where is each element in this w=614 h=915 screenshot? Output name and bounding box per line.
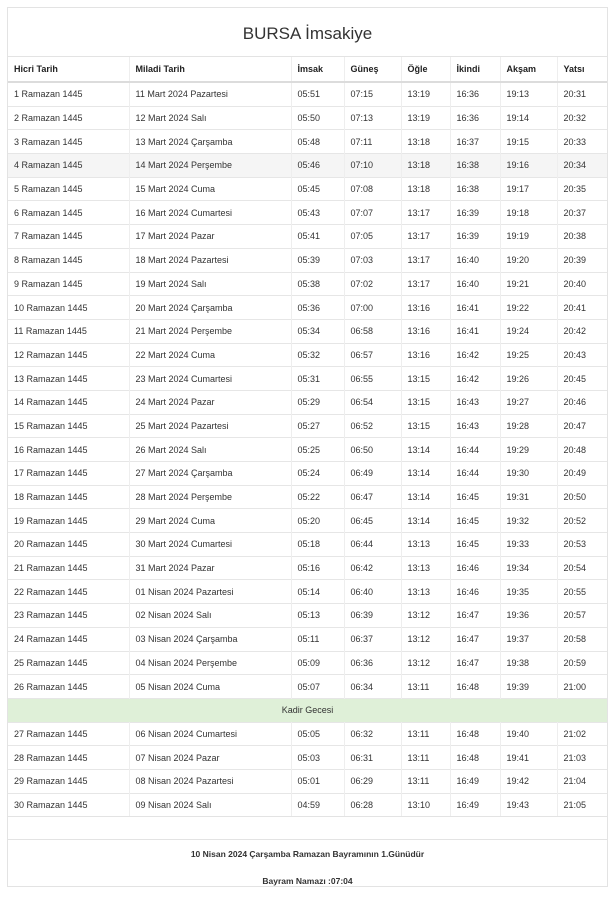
yatsi-cell: 20:31 xyxy=(557,82,607,106)
ogle-cell: 13:10 xyxy=(401,793,450,816)
ikindi-cell: 16:43 xyxy=(450,390,500,414)
aksam-cell: 19:35 xyxy=(500,580,557,604)
hicri-cell: 23 Ramazan 1445 xyxy=(8,604,129,628)
ikindi-cell: 16:41 xyxy=(450,319,500,343)
gunes-cell: 06:45 xyxy=(344,509,401,533)
aksam-cell: 19:39 xyxy=(500,675,557,699)
miladi-cell: 16 Mart 2024 Cumartesi xyxy=(129,201,291,225)
yatsi-cell: 20:34 xyxy=(557,154,607,178)
hicri-cell: 21 Ramazan 1445 xyxy=(8,556,129,580)
ikindi-cell: 16:46 xyxy=(450,556,500,580)
miladi-cell: 01 Nisan 2024 Pazartesi xyxy=(129,580,291,604)
miladi-cell: 07 Nisan 2024 Pazar xyxy=(129,746,291,770)
imsak-cell: 05:20 xyxy=(291,509,344,533)
yatsi-cell: 20:58 xyxy=(557,627,607,651)
yatsi-cell: 21:05 xyxy=(557,793,607,816)
gunes-cell: 06:44 xyxy=(344,533,401,557)
ikindi-cell: 16:42 xyxy=(450,343,500,367)
gunes-cell: 07:15 xyxy=(344,82,401,106)
imsak-cell: 05:46 xyxy=(291,154,344,178)
yatsi-cell: 21:00 xyxy=(557,675,607,699)
miladi-cell: 08 Nisan 2024 Pazartesi xyxy=(129,769,291,793)
ikindi-cell: 16:38 xyxy=(450,154,500,178)
ikindi-cell: 16:42 xyxy=(450,367,500,391)
miladi-cell: 25 Mart 2024 Pazartesi xyxy=(129,414,291,438)
hicri-cell: 7 Ramazan 1445 xyxy=(8,225,129,249)
miladi-cell: 12 Mart 2024 Salı xyxy=(129,106,291,130)
ogle-cell: 13:18 xyxy=(401,130,450,154)
miladi-cell: 09 Nisan 2024 Salı xyxy=(129,793,291,816)
table-row xyxy=(8,722,607,746)
aksam-cell: 19:22 xyxy=(500,296,557,320)
hicri-cell: 25 Ramazan 1445 xyxy=(8,651,129,675)
ogle-cell: 13:15 xyxy=(401,414,450,438)
ikindi-cell: 16:38 xyxy=(450,177,500,201)
table-row xyxy=(8,82,607,106)
yatsi-cell: 21:04 xyxy=(557,769,607,793)
ogle-cell: 13:13 xyxy=(401,533,450,557)
yatsi-cell: 20:49 xyxy=(557,462,607,486)
aksam-cell: 19:19 xyxy=(500,225,557,249)
gunes-cell: 06:31 xyxy=(344,746,401,770)
miladi-cell: 11 Mart 2024 Pazartesi xyxy=(129,82,291,106)
aksam-cell: 19:33 xyxy=(500,533,557,557)
hicri-cell: 17 Ramazan 1445 xyxy=(8,462,129,486)
aksam-cell: 19:16 xyxy=(500,154,557,178)
ikindi-cell: 16:44 xyxy=(450,438,500,462)
hicri-cell: 10 Ramazan 1445 xyxy=(8,296,129,320)
aksam-cell: 19:18 xyxy=(500,201,557,225)
hicri-cell: 8 Ramazan 1445 xyxy=(8,248,129,272)
miladi-cell: 29 Mart 2024 Cuma xyxy=(129,509,291,533)
ikindi-cell: 16:39 xyxy=(450,201,500,225)
imsak-cell: 05:09 xyxy=(291,651,344,675)
miladi-cell: 27 Mart 2024 Çarşamba xyxy=(129,462,291,486)
imsak-cell: 05:27 xyxy=(291,414,344,438)
col-header-hicri: Hicri Tarih xyxy=(8,57,129,82)
imsak-cell: 05:16 xyxy=(291,556,344,580)
imsak-cell: 05:38 xyxy=(291,272,344,296)
ogle-cell: 13:18 xyxy=(401,177,450,201)
yatsi-cell: 20:32 xyxy=(557,106,607,130)
hicri-cell: 26 Ramazan 1445 xyxy=(8,675,129,699)
yatsi-cell: 20:52 xyxy=(557,509,607,533)
yatsi-cell: 20:55 xyxy=(557,580,607,604)
table-row xyxy=(8,130,607,154)
imsak-cell: 05:48 xyxy=(291,130,344,154)
imsak-cell: 05:05 xyxy=(291,722,344,746)
miladi-cell: 23 Mart 2024 Cumartesi xyxy=(129,367,291,391)
table-row xyxy=(8,627,607,651)
gunes-cell: 06:49 xyxy=(344,462,401,486)
gunes-cell: 07:11 xyxy=(344,130,401,154)
ogle-cell: 13:12 xyxy=(401,627,450,651)
ogle-cell: 13:11 xyxy=(401,746,450,770)
table-row xyxy=(8,556,607,580)
table-row xyxy=(8,533,607,557)
aksam-cell: 19:36 xyxy=(500,604,557,628)
aksam-cell: 19:32 xyxy=(500,509,557,533)
table-row xyxy=(8,509,607,533)
aksam-cell: 19:41 xyxy=(500,746,557,770)
imsak-cell: 05:39 xyxy=(291,248,344,272)
ikindi-cell: 16:43 xyxy=(450,414,500,438)
ikindi-cell: 16:47 xyxy=(450,627,500,651)
imsak-cell: 05:32 xyxy=(291,343,344,367)
ogle-cell: 13:16 xyxy=(401,296,450,320)
miladi-cell: 13 Mart 2024 Çarşamba xyxy=(129,130,291,154)
aksam-cell: 19:14 xyxy=(500,106,557,130)
gunes-cell: 06:57 xyxy=(344,343,401,367)
imsak-cell: 05:41 xyxy=(291,225,344,249)
yatsi-cell: 20:35 xyxy=(557,177,607,201)
miladi-cell: 21 Mart 2024 Perşembe xyxy=(129,319,291,343)
imsak-cell: 05:01 xyxy=(291,769,344,793)
table-row xyxy=(8,154,607,178)
table-row xyxy=(8,390,607,414)
ogle-cell: 13:11 xyxy=(401,675,450,699)
ogle-cell: 13:17 xyxy=(401,248,450,272)
ikindi-cell: 16:45 xyxy=(450,485,500,509)
hicri-cell: 6 Ramazan 1445 xyxy=(8,201,129,225)
ogle-cell: 13:19 xyxy=(401,82,450,106)
hicri-cell: 22 Ramazan 1445 xyxy=(8,580,129,604)
footer xyxy=(8,839,607,891)
ogle-cell: 13:19 xyxy=(401,106,450,130)
ogle-cell: 13:11 xyxy=(401,722,450,746)
gunes-cell: 06:37 xyxy=(344,627,401,651)
ikindi-cell: 16:47 xyxy=(450,604,500,628)
yatsi-cell: 20:45 xyxy=(557,367,607,391)
miladi-cell: 24 Mart 2024 Pazar xyxy=(129,390,291,414)
table-row xyxy=(8,438,607,462)
gunes-cell: 07:03 xyxy=(344,248,401,272)
miladi-cell: 02 Nisan 2024 Salı xyxy=(129,604,291,628)
ikindi-cell: 16:49 xyxy=(450,769,500,793)
table-row xyxy=(8,367,607,391)
hicri-cell: 9 Ramazan 1445 xyxy=(8,272,129,296)
miladi-cell: 31 Mart 2024 Pazar xyxy=(129,556,291,580)
miladi-cell: 20 Mart 2024 Çarşamba xyxy=(129,296,291,320)
hicri-cell: 5 Ramazan 1445 xyxy=(8,177,129,201)
ikindi-cell: 16:48 xyxy=(450,746,500,770)
aksam-cell: 19:31 xyxy=(500,485,557,509)
table-row xyxy=(8,177,607,201)
hicri-cell: 12 Ramazan 1445 xyxy=(8,343,129,367)
gunes-cell: 06:28 xyxy=(344,793,401,816)
col-header-miladi: Miladi Tarih xyxy=(129,57,291,82)
aksam-cell: 19:21 xyxy=(500,272,557,296)
yatsi-cell: 20:43 xyxy=(557,343,607,367)
imsak-cell: 05:25 xyxy=(291,438,344,462)
col-header-aksam: Akşam xyxy=(500,57,557,82)
hicri-cell: 15 Ramazan 1445 xyxy=(8,414,129,438)
ogle-cell: 13:13 xyxy=(401,556,450,580)
miladi-cell: 28 Mart 2024 Perşembe xyxy=(129,485,291,509)
aksam-cell: 19:28 xyxy=(500,414,557,438)
aksam-cell: 19:27 xyxy=(500,390,557,414)
miladi-cell: 06 Nisan 2024 Cumartesi xyxy=(129,722,291,746)
ogle-cell: 13:11 xyxy=(401,769,450,793)
miladi-cell: 14 Mart 2024 Perşembe xyxy=(129,154,291,178)
ogle-cell: 13:15 xyxy=(401,390,450,414)
table-row xyxy=(8,793,607,816)
yatsi-cell: 20:53 xyxy=(557,533,607,557)
yatsi-cell: 20:47 xyxy=(557,414,607,438)
ikindi-cell: 16:45 xyxy=(450,533,500,557)
col-header-gunes: Güneş xyxy=(344,57,401,82)
ikindi-cell: 16:48 xyxy=(450,675,500,699)
ikindi-cell: 16:36 xyxy=(450,82,500,106)
gunes-cell: 07:10 xyxy=(344,154,401,178)
ikindi-cell: 16:36 xyxy=(450,106,500,130)
ikindi-cell: 16:48 xyxy=(450,722,500,746)
aksam-cell: 19:30 xyxy=(500,462,557,486)
gunes-cell: 07:13 xyxy=(344,106,401,130)
gunes-cell: 07:00 xyxy=(344,296,401,320)
miladi-cell: 03 Nisan 2024 Çarşamba xyxy=(129,627,291,651)
imsak-cell: 05:13 xyxy=(291,604,344,628)
kadir-gecesi-row xyxy=(8,698,607,722)
col-header-ogle: Öğle xyxy=(401,57,450,82)
imsak-cell: 05:31 xyxy=(291,367,344,391)
miladi-cell: 04 Nisan 2024 Perşembe xyxy=(129,651,291,675)
table-row xyxy=(8,319,607,343)
aksam-cell: 19:24 xyxy=(500,319,557,343)
table-row xyxy=(8,746,607,770)
table-row xyxy=(8,769,607,793)
gunes-cell: 06:55 xyxy=(344,367,401,391)
ogle-cell: 13:18 xyxy=(401,154,450,178)
aksam-cell: 19:13 xyxy=(500,82,557,106)
gunes-cell: 06:52 xyxy=(344,414,401,438)
ikindi-cell: 16:41 xyxy=(450,296,500,320)
ogle-cell: 13:14 xyxy=(401,462,450,486)
col-header-ikindi: İkindi xyxy=(450,57,500,82)
imsak-cell: 05:18 xyxy=(291,533,344,557)
gunes-cell: 07:02 xyxy=(344,272,401,296)
miladi-cell: 19 Mart 2024 Salı xyxy=(129,272,291,296)
hicri-cell: 13 Ramazan 1445 xyxy=(8,367,129,391)
hicri-cell: 19 Ramazan 1445 xyxy=(8,509,129,533)
gunes-cell: 06:54 xyxy=(344,390,401,414)
yatsi-cell: 20:40 xyxy=(557,272,607,296)
imsak-cell: 05:36 xyxy=(291,296,344,320)
table-row xyxy=(8,296,607,320)
yatsi-cell: 20:50 xyxy=(557,485,607,509)
col-header-imsak: İmsak xyxy=(291,57,344,82)
yatsi-cell: 20:57 xyxy=(557,604,607,628)
table-spacer xyxy=(8,816,607,839)
ogle-cell: 13:14 xyxy=(401,509,450,533)
ogle-cell: 13:17 xyxy=(401,201,450,225)
yatsi-cell: 20:41 xyxy=(557,296,607,320)
table-row xyxy=(8,225,607,249)
imsak-cell: 05:03 xyxy=(291,746,344,770)
table-row xyxy=(8,485,607,509)
hicri-cell: 3 Ramazan 1445 xyxy=(8,130,129,154)
ikindi-cell: 16:49 xyxy=(450,793,500,816)
yatsi-cell: 20:39 xyxy=(557,248,607,272)
yatsi-cell: 21:02 xyxy=(557,722,607,746)
miladi-cell: 30 Mart 2024 Cumartesi xyxy=(129,533,291,557)
yatsi-cell: 21:03 xyxy=(557,746,607,770)
aksam-cell: 19:38 xyxy=(500,651,557,675)
aksam-cell: 19:37 xyxy=(500,627,557,651)
miladi-cell: 18 Mart 2024 Pazartesi xyxy=(129,248,291,272)
table-row xyxy=(8,414,607,438)
hicri-cell: 30 Ramazan 1445 xyxy=(8,793,129,816)
gunes-cell: 06:39 xyxy=(344,604,401,628)
page-title: BURSA İmsakiye xyxy=(8,8,607,57)
col-header-yatsi: Yatsı xyxy=(557,57,607,82)
hicri-cell: 11 Ramazan 1445 xyxy=(8,319,129,343)
ogle-cell: 13:13 xyxy=(401,580,450,604)
yatsi-cell: 20:42 xyxy=(557,319,607,343)
gunes-cell: 06:36 xyxy=(344,651,401,675)
table-row xyxy=(8,580,607,604)
gunes-cell: 07:08 xyxy=(344,177,401,201)
imsak-cell: 05:07 xyxy=(291,675,344,699)
imsak-cell: 05:29 xyxy=(291,390,344,414)
table-row xyxy=(8,604,607,628)
ogle-cell: 13:17 xyxy=(401,225,450,249)
imsak-cell: 05:24 xyxy=(291,462,344,486)
ikindi-cell: 16:47 xyxy=(450,651,500,675)
hicri-cell: 27 Ramazan 1445 xyxy=(8,722,129,746)
imsakiye-table xyxy=(8,57,607,816)
table-row xyxy=(8,343,607,367)
ikindi-cell: 16:39 xyxy=(450,225,500,249)
yatsi-cell: 20:37 xyxy=(557,201,607,225)
table-header-row xyxy=(8,57,607,82)
gunes-cell: 06:58 xyxy=(344,319,401,343)
imsak-cell: 05:11 xyxy=(291,627,344,651)
aksam-cell: 19:20 xyxy=(500,248,557,272)
table-row xyxy=(8,248,607,272)
yatsi-cell: 20:33 xyxy=(557,130,607,154)
yatsi-cell: 20:46 xyxy=(557,390,607,414)
hicri-cell: 20 Ramazan 1445 xyxy=(8,533,129,557)
yatsi-cell: 20:38 xyxy=(557,225,607,249)
aksam-cell: 19:43 xyxy=(500,793,557,816)
hicri-cell: 24 Ramazan 1445 xyxy=(8,627,129,651)
aksam-cell: 19:26 xyxy=(500,367,557,391)
ikindi-cell: 16:40 xyxy=(450,248,500,272)
imsak-cell: 05:50 xyxy=(291,106,344,130)
ogle-cell: 13:16 xyxy=(401,319,450,343)
table-row xyxy=(8,272,607,296)
imsak-cell: 05:51 xyxy=(291,82,344,106)
hicri-cell: 29 Ramazan 1445 xyxy=(8,769,129,793)
miladi-cell: 15 Mart 2024 Cuma xyxy=(129,177,291,201)
hicri-cell: 1 Ramazan 1445 xyxy=(8,82,129,106)
aksam-cell: 19:42 xyxy=(500,769,557,793)
imsak-cell: 05:43 xyxy=(291,201,344,225)
gunes-cell: 06:34 xyxy=(344,675,401,699)
miladi-cell: 26 Mart 2024 Salı xyxy=(129,438,291,462)
yatsi-cell: 20:48 xyxy=(557,438,607,462)
yatsi-cell: 20:54 xyxy=(557,556,607,580)
hicri-cell: 4 Ramazan 1445 xyxy=(8,154,129,178)
bayram-info: 10 Nisan 2024 Çarşamba Ramazan Bayramının 1.Günüdür xyxy=(190,849,425,860)
kadir-gecesi-label: Kadir Gecesi xyxy=(8,698,607,722)
miladi-cell: 05 Nisan 2024 Cuma xyxy=(129,675,291,699)
aksam-cell: 19:29 xyxy=(500,438,557,462)
aksam-cell: 19:15 xyxy=(500,130,557,154)
imsak-cell: 05:22 xyxy=(291,485,344,509)
gunes-cell: 06:29 xyxy=(344,769,401,793)
imsak-cell: 04:59 xyxy=(291,793,344,816)
gunes-cell: 06:42 xyxy=(344,556,401,580)
table-row xyxy=(8,201,607,225)
hicri-cell: 14 Ramazan 1445 xyxy=(8,390,129,414)
ogle-cell: 13:12 xyxy=(401,604,450,628)
gunes-cell: 06:40 xyxy=(344,580,401,604)
table-row xyxy=(8,651,607,675)
imsak-cell: 05:34 xyxy=(291,319,344,343)
ikindi-cell: 16:40 xyxy=(450,272,500,296)
gunes-cell: 07:05 xyxy=(344,225,401,249)
gunes-cell: 06:32 xyxy=(344,722,401,746)
bayram-namazi: Bayram Namazı :07:04 xyxy=(262,876,353,887)
ikindi-cell: 16:46 xyxy=(450,580,500,604)
hicri-cell: 16 Ramazan 1445 xyxy=(8,438,129,462)
imsak-cell: 05:45 xyxy=(291,177,344,201)
aksam-cell: 19:25 xyxy=(500,343,557,367)
ogle-cell: 13:14 xyxy=(401,438,450,462)
ogle-cell: 13:14 xyxy=(401,485,450,509)
ogle-cell: 13:15 xyxy=(401,367,450,391)
hicri-cell: 28 Ramazan 1445 xyxy=(8,746,129,770)
ikindi-cell: 16:37 xyxy=(450,130,500,154)
aksam-cell: 19:17 xyxy=(500,177,557,201)
aksam-cell: 19:34 xyxy=(500,556,557,580)
imsakiye-card xyxy=(7,7,608,887)
yatsi-cell: 20:59 xyxy=(557,651,607,675)
imsak-cell: 05:14 xyxy=(291,580,344,604)
gunes-cell: 06:47 xyxy=(344,485,401,509)
table-row xyxy=(8,462,607,486)
hicri-cell: 2 Ramazan 1445 xyxy=(8,106,129,130)
ikindi-cell: 16:44 xyxy=(450,462,500,486)
gunes-cell: 07:07 xyxy=(344,201,401,225)
table-row xyxy=(8,106,607,130)
ogle-cell: 13:16 xyxy=(401,343,450,367)
ikindi-cell: 16:45 xyxy=(450,509,500,533)
ogle-cell: 13:12 xyxy=(401,651,450,675)
miladi-cell: 22 Mart 2024 Cuma xyxy=(129,343,291,367)
hicri-cell: 18 Ramazan 1445 xyxy=(8,485,129,509)
miladi-cell: 17 Mart 2024 Pazar xyxy=(129,225,291,249)
gunes-cell: 06:50 xyxy=(344,438,401,462)
table-row xyxy=(8,675,607,699)
aksam-cell: 19:40 xyxy=(500,722,557,746)
ogle-cell: 13:17 xyxy=(401,272,450,296)
